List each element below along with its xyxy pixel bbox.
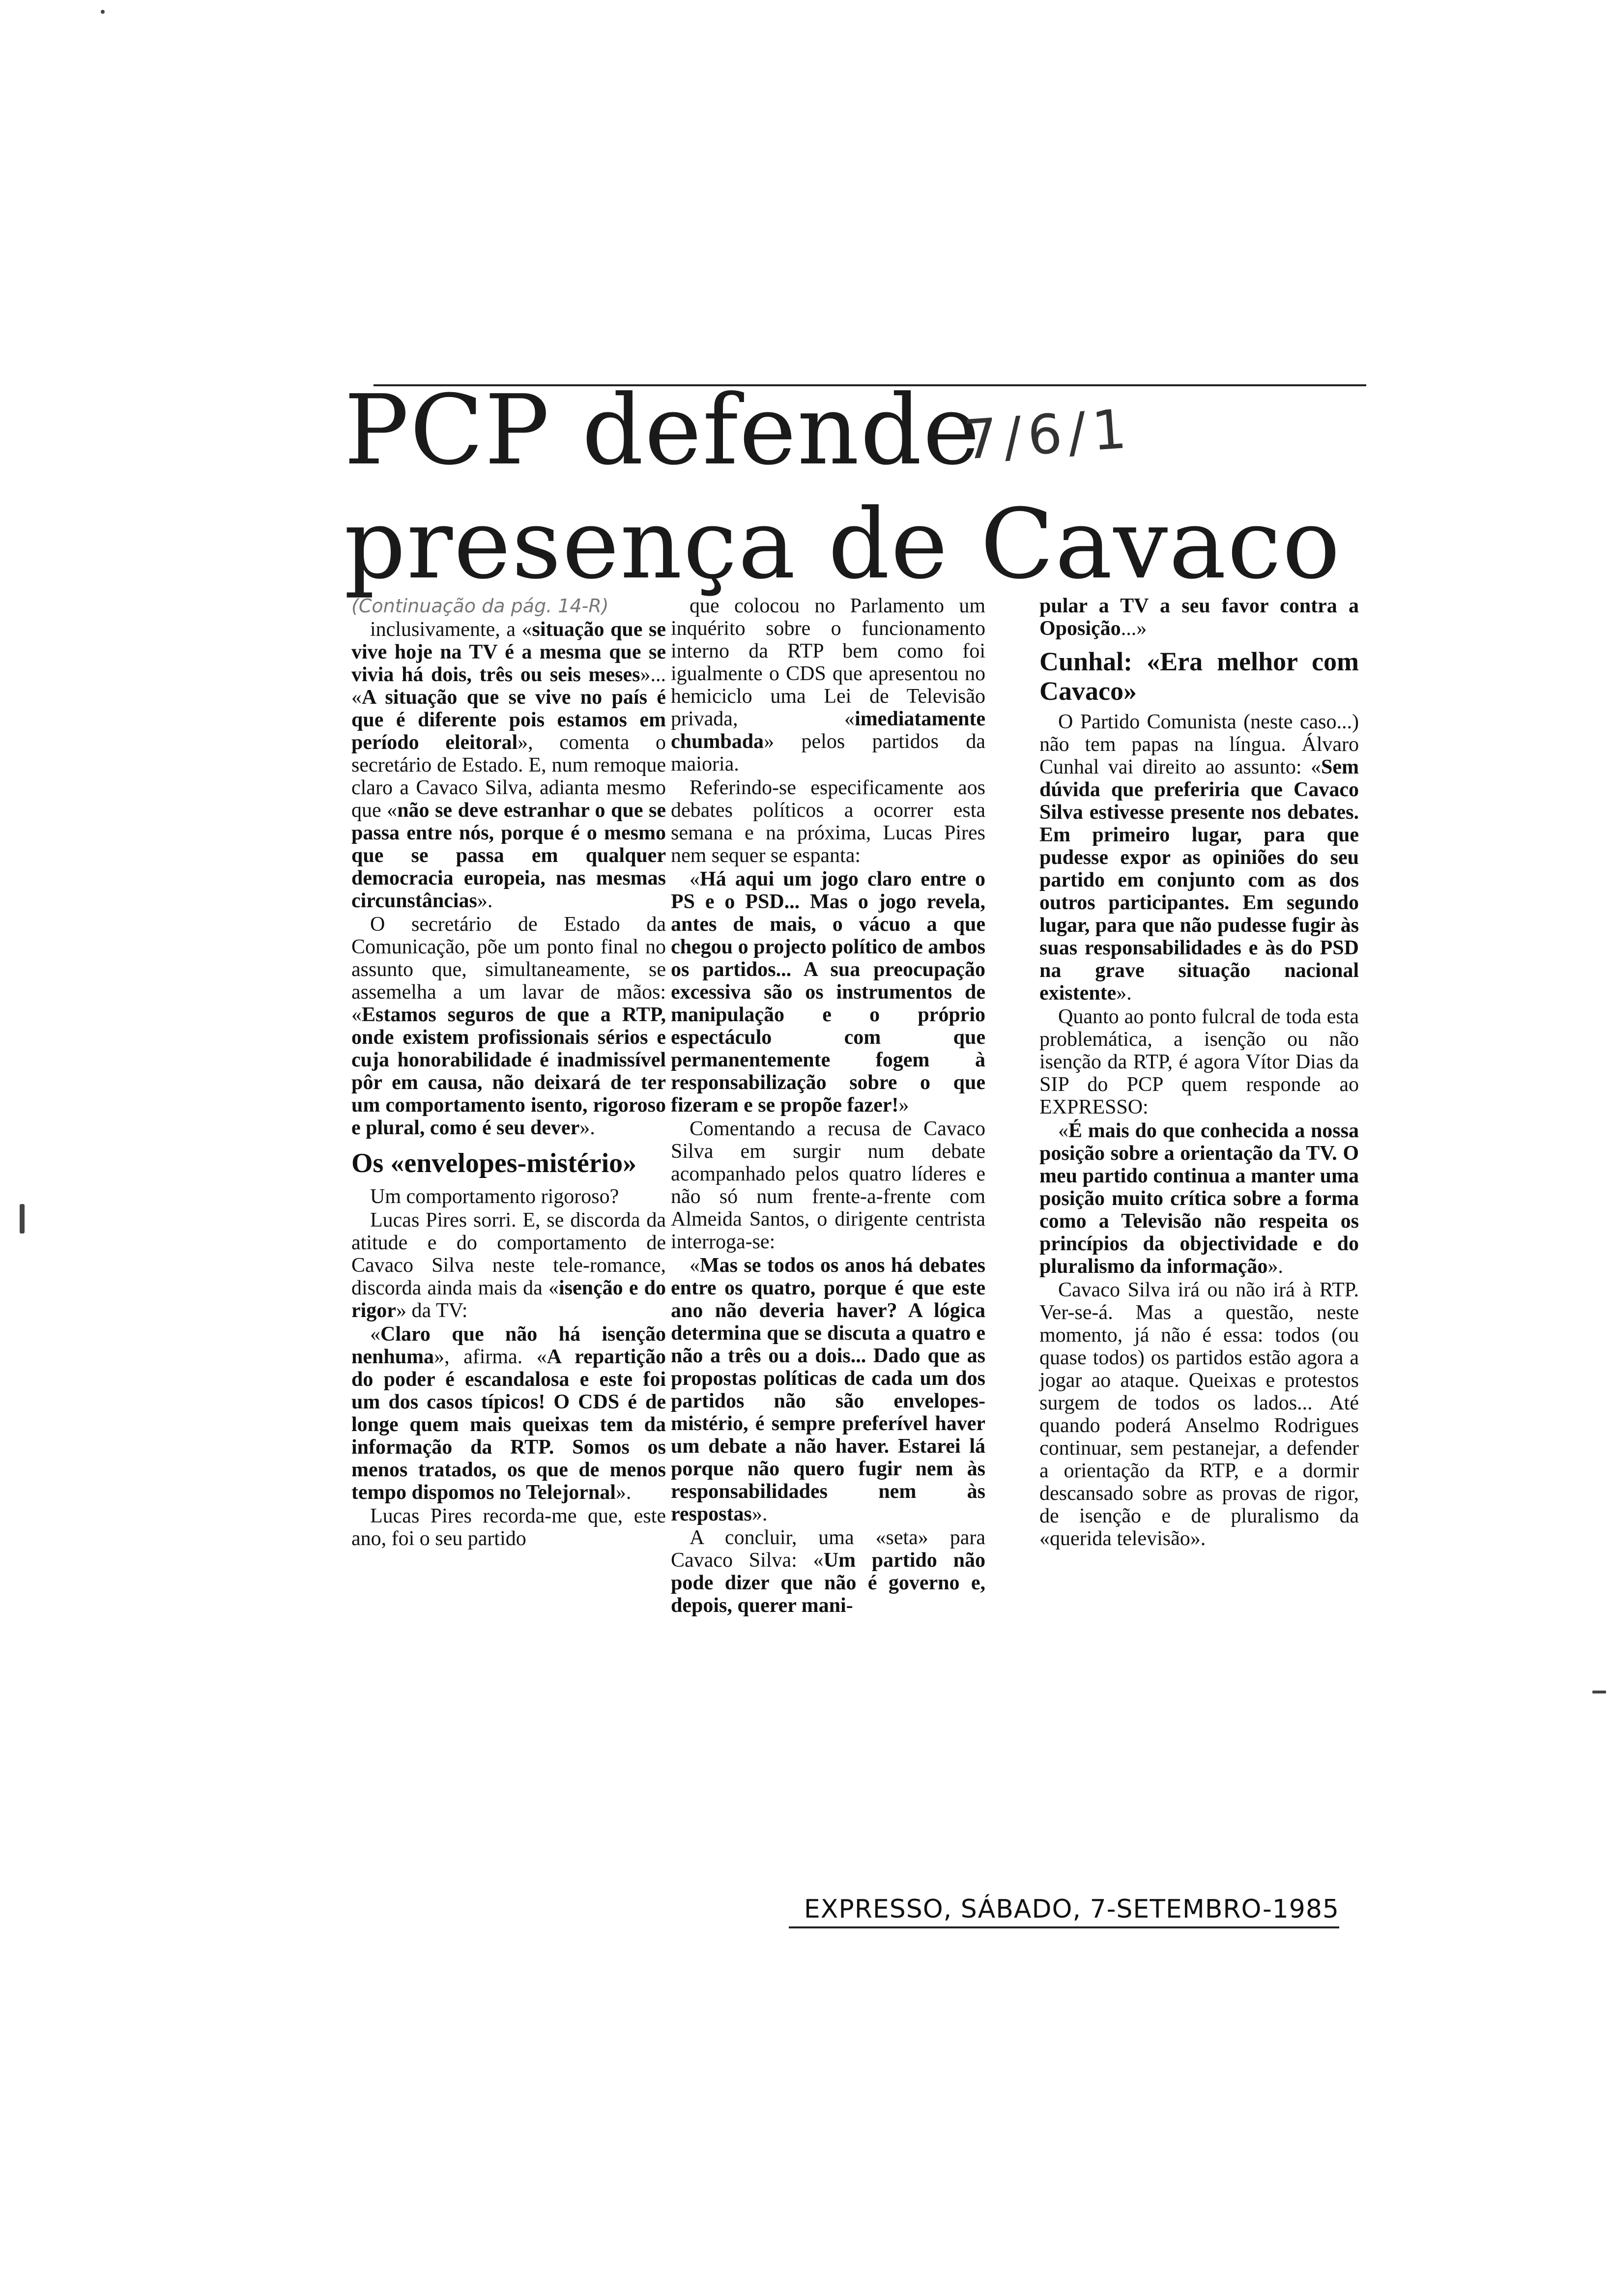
bold-quote-text: pular a TV a seu favor contra a Oposição: [1039, 595, 1359, 640]
article-paragraph: [671, 1254, 985, 1525]
subhead-envelopes: Os «envelopes-mistério»: [351, 1148, 637, 1178]
article-paragraph: [671, 776, 985, 867]
body-text: «: [690, 1254, 700, 1277]
bold-quote-text: Estamos seguros de que a RTP, onde existem profissionais sérios e cuja honorabilidade é inadmissível pôr em causa, não deixará de ter um comportamento isento, rigoroso e plural, como é seu dever: [351, 1004, 666, 1139]
column1-paragraphs-2: [351, 1185, 666, 1550]
bold-quote-text: imediatamente chumbada: [671, 708, 985, 753]
body-text: » pelos partidos da maioria.: [671, 730, 985, 775]
article-column-2: [671, 595, 985, 1618]
body-text: ».: [751, 1503, 768, 1525]
article-paragraph: [671, 1526, 985, 1617]
bold-quote-text: isenção e do rigor: [351, 1277, 666, 1322]
bold-quote-text: É mais do que conhecida a nossa posição sobre a orientação da TV. O meu partido continua a manter uma posição muito crítica sobre a forma como a Televisão não respeita os princípios da objectividade e do pluralismo da informação: [1039, 1119, 1359, 1278]
body-text: Lucas Pires recorda-me que, este ano, foi o seu partido: [351, 1505, 666, 1550]
body-text: » da TV:: [396, 1299, 468, 1322]
bold-quote-text: Há aqui um jogo claro entre o PS e o PSD... Mas o jogo revela, antes de mais, o vácuo a que chegou o projecto político de ambos os partidos... A sua preocupação excessiva são os instrumentos de manipulação e o próprio espectáculo com que permanentemente fogem à responsabilização sobre o que fizeram e se propõe fazer!: [671, 868, 985, 1117]
body-text: ».: [615, 1481, 632, 1504]
body-text: Referindo-se especificamente aos debates políticos a ocorrer esta semana e na próxima, Lucas Pires nem sequer se espanta:: [671, 776, 985, 867]
article-paragraph: [671, 595, 985, 775]
article-paragraph: [671, 1118, 985, 1253]
dateline: EXPRESSO, SÁBADO, 7-SETEMBRO-1985: [804, 1894, 1339, 1924]
handwritten-note: 7/6/1: [961, 397, 1135, 472]
bold-quote-text: Mas se todos os anos há debates entre os quatro, porque é que este ano não deveria haver? A lógica determina que se discuta a quatro e não a três ou a dois... Dado que as propostas políticas de cada um dos partidos não são envelopes-mistério, é sempre preferível haver um debate a não haver. Estarei lá porque não quero fugir nem às responsabilidades nem às respostas: [671, 1254, 985, 1525]
body-text: ».: [1116, 982, 1132, 1004]
body-text: Cavaco Silva irá ou não irá à RTP. Ver-se-á. Mas a questão, neste momento, já não é essa: todos (ou quase todos) os partidos estão agora a jogar ao ataque. Queixas e protestos surgem de todos os lados... Até quando poderá Anselmo Rodrigues continuar, sem pestanejar, a defender a orientação da RTP, e a dormir descansado sobre as provas de rigor, de isenção e de pluralismo da «querida televisão».: [1039, 1279, 1359, 1550]
body-text: Um comportamento rigoroso?: [370, 1185, 619, 1208]
article-paragraph: [351, 913, 666, 1139]
article-paragraph: [1039, 1119, 1359, 1278]
body-text: », afirma. «: [434, 1346, 547, 1368]
footer-rule: [789, 1926, 1339, 1928]
body-text: », comenta o secretário de Estado. E, num remoque claro a Cavaco Silva, adianta mesmo que «: [351, 731, 666, 822]
column3-lead: [1039, 595, 1359, 640]
scan-speck: [20, 1204, 25, 1234]
body-text: «: [690, 868, 700, 890]
bold-quote-text: A situação que se vive no país é que é diferente pois estamos em período eleitoral: [351, 686, 666, 754]
body-text: O Partido Comunista (neste caso...) não tem papas na língua. Álvaro Cunhal vai direito ao assunto: «: [1039, 711, 1359, 778]
body-text: «: [1058, 1119, 1068, 1142]
article-paragraph: [351, 1185, 666, 1208]
column2-paragraphs: [671, 595, 985, 1617]
article-paragraph: [1039, 595, 1359, 640]
bold-quote-text: situação que se vive hoje na TV é a mesma que se vivia há dois, três ou seis meses: [351, 618, 666, 686]
body-text: que colocou no Parlamento um inquérito sobre o funcionamento interno da RTP bem como foi igualmente o CDS que apresentou no hemiciclo uma Lei de Televisão privada, «: [671, 595, 985, 730]
article-paragraph: [351, 1505, 666, 1550]
scan-speck: [101, 10, 105, 14]
body-text: Quanto ao ponto fulcral de toda esta problemática, a isenção ou não isenção da RTP, é agora Vítor Dias da SIP do PCP quem responde ao EXPRESSO:: [1039, 1005, 1359, 1119]
column3-paragraphs: [1039, 711, 1359, 1550]
body-text: A concluir, uma «seta» para Cavaco Silva: «: [671, 1526, 985, 1572]
article-paragraph: [671, 868, 985, 1117]
headline: [344, 373, 1386, 602]
headline-line-2: presença de Cavaco: [344, 488, 1341, 601]
body-text: ».: [579, 1117, 595, 1139]
article-paragraph: [1039, 1279, 1359, 1550]
body-text: ».: [1267, 1255, 1283, 1278]
body-text: Comentando a recusa de Cavaco Silva em surgir num debate acompanhado pelos quatro líderes e não só num frente-a-frente com Almeida Santos, o dirigente centrista interroga-se:: [671, 1118, 985, 1253]
bold-quote-text: Claro que não há isenção nenhuma: [351, 1323, 666, 1368]
article-column-1: [351, 595, 666, 1551]
bold-quote-text: Sem dúvida que preferiria que Cavaco Silva estivesse presente nos debates. Em primeiro lugar, para que pudesse expor as opiniões do seu partido em conjunto com as dos outros participantes. Em segundo lugar, para que não pudesse fugir às suas responsabilidades e às do PSD na grave situação nacional existente: [1039, 756, 1359, 1004]
bold-quote-text: Um partido não pode dizer que não é governo e, depois, querer mani-: [671, 1549, 985, 1617]
body-text: ...»: [1121, 617, 1147, 640]
headline-line-1: PCP defende: [344, 374, 981, 487]
article-paragraph: [1039, 1005, 1359, 1119]
article-paragraph: [1039, 711, 1359, 1004]
body-text: »: [898, 1094, 909, 1117]
body-text: Lucas Pires sorri. E, se discorda da atitude e do comportamento de Cavaco Silva neste tele-romance, discorda ainda mais da «: [351, 1209, 666, 1299]
column1-paragraphs: [351, 618, 666, 1139]
body-text: »... «: [351, 663, 666, 709]
body-text: ».: [477, 890, 493, 912]
body-text: O secretário de Estado da Comunicação, põe um ponto final no assunto que, simultaneamente, se assemelha a um lavar de mãos: «: [351, 913, 666, 1026]
scan-speck: [1592, 1691, 1606, 1693]
bold-quote-text: não se deve estranhar o que se passa entre nós, porque é o mesmo que se passa em qualquer democracia europeia, nas mesmas circunstâncias: [351, 799, 666, 912]
article-column-3: [1039, 595, 1359, 1551]
bold-quote-text: A repartição do poder é escandalosa e este foi um dos casos típicos! O CDS é de longe quem mais queixas tem da informação da RTP. Somos os menos tratados, os que de menos tempo dispomos no Telejornal: [351, 1346, 666, 1504]
continuation-reference: (Continuação da pág. 14-R): [351, 595, 609, 617]
article-paragraph: [351, 1323, 666, 1504]
article-paragraph: [351, 618, 666, 912]
body-text: «: [370, 1323, 380, 1346]
article-paragraph: [351, 1209, 666, 1322]
body-text: inclusivamente, a «: [370, 618, 532, 641]
subhead-cunhal: Cunhal: «Era melhor com Cavaco»: [1039, 647, 1359, 706]
